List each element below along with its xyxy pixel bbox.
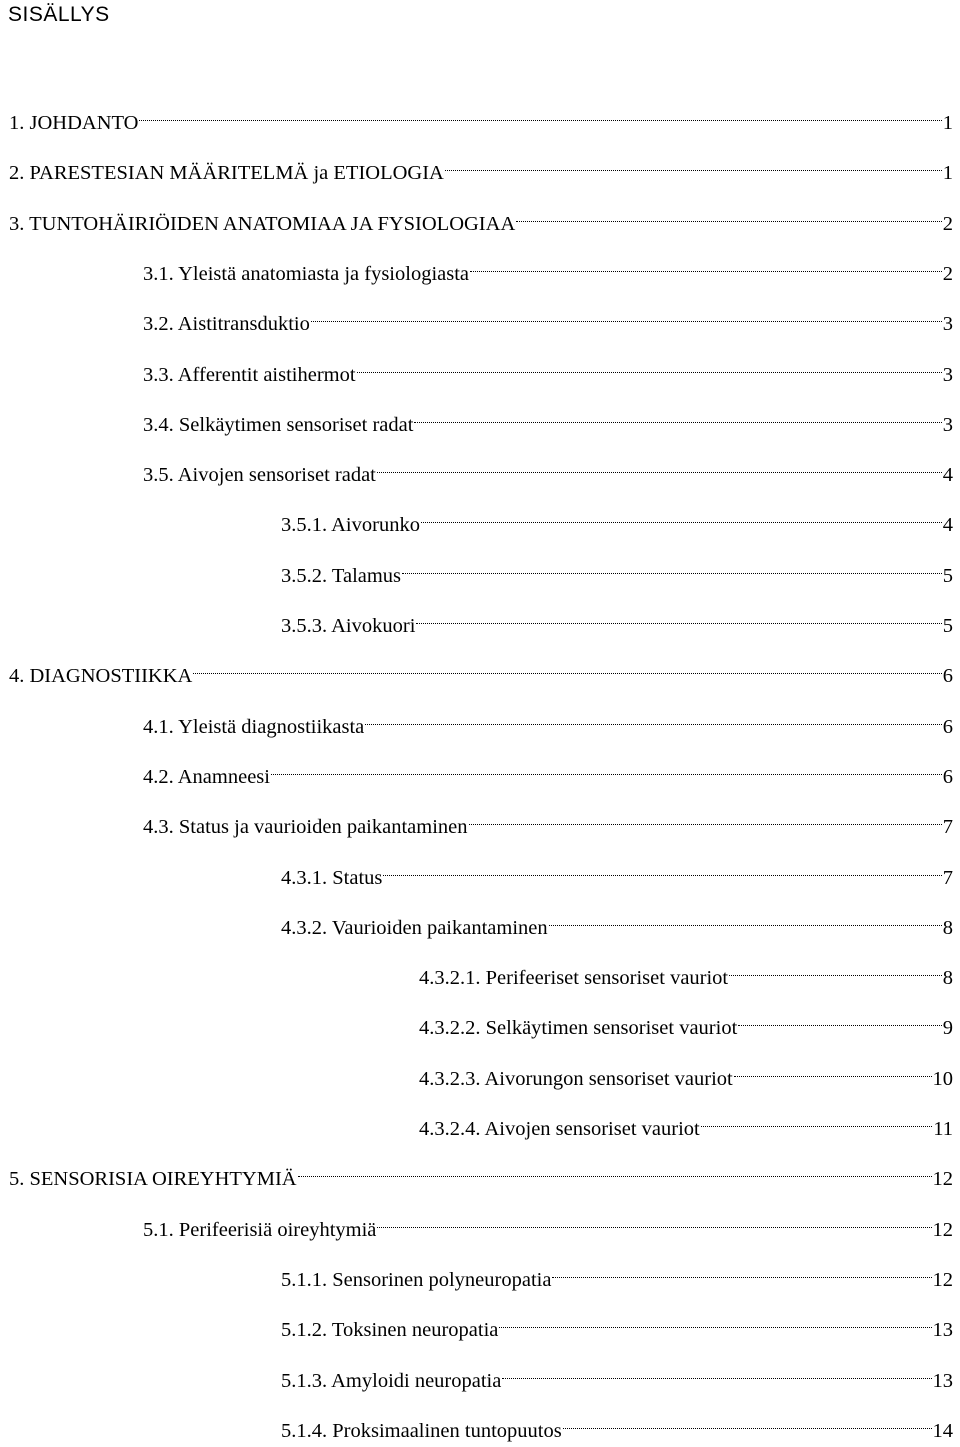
toc-entry-title: 5.1.2. Toksinen neuropatia xyxy=(281,1319,499,1342)
toc-entry-page-number: 5 xyxy=(942,615,953,637)
toc-entry-title: 5.1. Perifeerisiä oireyhtymiä xyxy=(143,1218,377,1241)
toc-entry[interactable] xyxy=(281,1355,953,1392)
toc-dot-leader xyxy=(377,1204,931,1236)
toc-entry-page-number: 7 xyxy=(942,866,953,889)
toc-entry-title: 4.3. Status ja vaurioiden paikantaminen xyxy=(143,816,468,839)
toc-entry[interactable] xyxy=(143,751,953,788)
toc-entry-title: 3.4. Selkäytimen sensoriset radat xyxy=(143,413,414,436)
toc-entry-title: 5.1.3. Amyloidi neuropatia xyxy=(281,1369,502,1392)
toc-dot-leader xyxy=(516,198,942,230)
toc-entry-page-number: 3 xyxy=(942,313,953,336)
toc-entry-title: 3. TUNTOHÄIRIÖIDEN ANATOMIAA JA FYSIOLOGIAA xyxy=(9,212,516,235)
toc-entry-page-number: 6 xyxy=(942,715,953,738)
toc-entry-title: 4. DIAGNOSTIIKKA xyxy=(9,665,193,688)
toc-entry[interactable] xyxy=(9,1153,953,1191)
toc-entry-page-number: 13 xyxy=(932,1319,953,1342)
toc-entry-title: 3.5.3. Aivokuori xyxy=(281,615,416,637)
toc-entry-title: 4.3.2.4. Aivojen sensoriset vauriot xyxy=(419,1118,700,1140)
toc-dot-leader xyxy=(499,1304,931,1336)
toc-entry[interactable] xyxy=(143,801,953,839)
toc-dot-leader xyxy=(549,902,942,934)
toc-entry[interactable] xyxy=(281,1405,953,1442)
toc-dot-leader xyxy=(377,449,942,481)
toc-entry-page-number: 8 xyxy=(942,916,953,939)
toc-entry-title: 4.3.2.3. Aivorungon sensoriset vauriot xyxy=(419,1067,733,1090)
toc-entry[interactable] xyxy=(281,550,953,587)
toc-entry-page-number: 13 xyxy=(932,1369,953,1392)
toc-dot-leader xyxy=(383,852,941,884)
toc-dot-leader xyxy=(271,751,942,783)
toc-entry-page-number: 14 xyxy=(932,1419,953,1442)
toc-dot-leader xyxy=(357,349,942,381)
toc-entry-page-number: 1 xyxy=(942,112,953,134)
toc-entry[interactable] xyxy=(281,1304,953,1342)
toc-entry-page-number: 3 xyxy=(942,363,953,386)
toc-entry[interactable] xyxy=(143,1204,953,1241)
toc-entry-title: 4.1. Yleistä diagnostiikasta xyxy=(143,715,365,738)
toc-entry-page-number: 1 xyxy=(942,162,953,185)
toc-dot-leader xyxy=(298,1153,932,1185)
toc-dot-leader xyxy=(402,550,942,582)
toc-entry[interactable] xyxy=(281,499,953,537)
toc-entry[interactable] xyxy=(9,97,953,134)
toc-entry-page-number: 2 xyxy=(942,262,953,285)
toc-entry-title: 1. JOHDANTO xyxy=(9,112,139,134)
toc-dot-leader xyxy=(552,1254,931,1286)
toc-entry-title: 4.3.1. Status xyxy=(281,866,383,889)
toc-dot-leader xyxy=(470,248,942,280)
toc-dot-leader xyxy=(502,1355,931,1387)
toc-entry[interactable] xyxy=(281,902,953,939)
page-title: SISÄLLYS xyxy=(8,3,110,26)
toc-entry-page-number: 2 xyxy=(942,212,953,235)
toc-entry[interactable] xyxy=(419,1002,953,1040)
toc-entry-title: 3.5. Aivojen sensoriset radat xyxy=(143,464,376,487)
toc-entry-title: 3.5.2. Talamus xyxy=(281,564,402,587)
toc-entry-title: 3.5.1. Aivorunko xyxy=(281,514,420,537)
toc-entry-page-number: 10 xyxy=(932,1067,953,1090)
toc-entry[interactable] xyxy=(419,952,953,990)
toc-entry[interactable] xyxy=(281,852,953,889)
toc-dot-leader xyxy=(311,298,942,330)
toc-entry-title: 3.2. Aistitransduktio xyxy=(143,313,310,336)
toc-entry[interactable] xyxy=(9,198,953,235)
toc-entry-title: 5.1.1. Sensorinen polyneuropatia xyxy=(281,1268,552,1291)
toc-dot-leader xyxy=(421,499,942,531)
toc-entry[interactable] xyxy=(419,1103,953,1140)
toc-entry[interactable] xyxy=(281,1254,953,1291)
toc-dot-leader xyxy=(416,600,941,632)
toc-dot-leader xyxy=(445,147,942,179)
toc-dot-leader xyxy=(729,952,942,984)
toc-entry-page-number: 5 xyxy=(942,564,953,587)
toc-entry-page-number: 3 xyxy=(942,413,953,436)
toc-entry[interactable] xyxy=(143,248,953,285)
toc-entry-title: 3.1. Yleistä anatomiasta ja fysiologiasta xyxy=(143,262,470,285)
toc-entry-title: 4.2. Anamneesi xyxy=(143,765,270,788)
toc-dot-leader xyxy=(738,1002,941,1034)
toc-entry[interactable] xyxy=(419,1053,953,1090)
toc-entry[interactable] xyxy=(281,600,953,637)
toc-dot-leader xyxy=(139,97,941,129)
toc-entry-title: 2. PARESTESIAN MÄÄRITELMÄ ja ETIOLOGIA xyxy=(9,162,444,185)
toc-entry-page-number: 4 xyxy=(942,514,953,537)
toc-dot-leader xyxy=(701,1103,933,1135)
toc-dot-leader xyxy=(193,650,941,682)
toc-entry-title: 5. SENSORISIA OIREYHTYMIÄ xyxy=(9,1168,297,1191)
toc-entry-title: 4.3.2.1. Perifeeriset sensoriset vauriot xyxy=(419,967,729,990)
toc-dot-leader xyxy=(563,1405,932,1437)
toc-entry-page-number: 6 xyxy=(942,665,953,688)
toc-entry-title: 5.1.4. Proksimaalinen tuntopuutos xyxy=(281,1419,562,1442)
toc-dot-leader xyxy=(414,399,941,431)
toc-entry-page-number: 12 xyxy=(932,1218,953,1241)
toc-entry[interactable] xyxy=(143,349,953,386)
toc-entry-page-number: 7 xyxy=(942,816,953,839)
toc-entry[interactable] xyxy=(143,399,953,436)
toc-entry-title: 4.3.2.2. Selkäytimen sensoriset vauriot xyxy=(419,1017,738,1040)
toc-entry-page-number: 6 xyxy=(942,765,953,788)
toc-entry-page-number: 9 xyxy=(942,1017,953,1040)
toc-dot-leader xyxy=(734,1053,932,1085)
toc-entry-title: 4.3.2. Vaurioiden paikantaminen xyxy=(281,916,548,939)
toc-entry[interactable] xyxy=(143,298,953,336)
toc-dot-leader xyxy=(469,801,942,833)
toc-entry-title: 3.3. Afferentit aistihermot xyxy=(143,363,356,386)
toc-entry[interactable] xyxy=(9,147,953,185)
toc-entry-page-number: 12 xyxy=(932,1268,953,1291)
toc-dot-leader xyxy=(365,701,941,733)
toc-entry[interactable] xyxy=(143,701,953,738)
toc-entry-page-number: 11 xyxy=(933,1118,953,1140)
toc-entry[interactable] xyxy=(143,449,953,487)
toc-entry-page-number: 8 xyxy=(942,967,953,990)
toc-entry-page-number: 4 xyxy=(942,464,953,487)
toc-entry[interactable] xyxy=(9,650,953,688)
toc-entry-page-number: 12 xyxy=(932,1168,953,1191)
